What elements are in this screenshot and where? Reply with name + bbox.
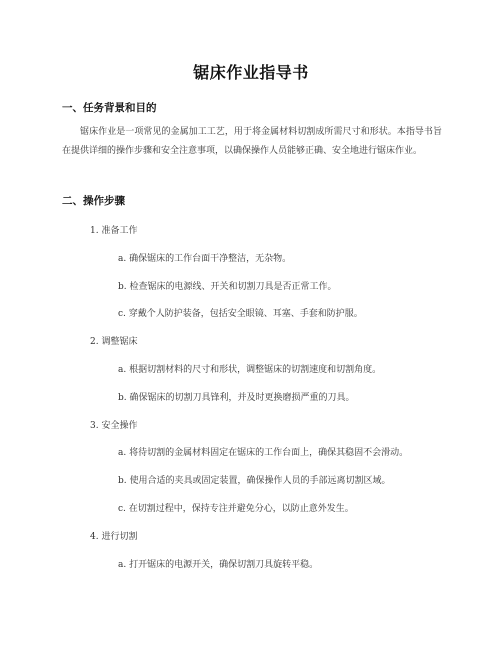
step-item: c. 穿戴个人防护装备，包括安全眼镜、耳塞、手套和防护服。: [118, 309, 363, 319]
section-heading-background: 一、任务背景和目的: [62, 102, 157, 114]
step-item: c. 在切割过程中，保持专注并避免分心，以防止意外发生。: [118, 504, 354, 514]
section-heading-steps: 二、操作步骤: [62, 195, 125, 207]
step-label: 4. 进行切割: [90, 532, 138, 542]
paragraph-text: 锯床作业是一项常见的金属加工工艺，用于将金属材料切割成所需尺寸和形状。本指导书旨在提供详细的操作步骤和安全注意事项，以确保操作人员能够正确、安全地进行锯床作业。: [62, 127, 442, 156]
step-label: 1. 准备工作: [90, 226, 138, 236]
step-label: 2. 调整锯床: [90, 337, 138, 347]
step-item: a. 将待切割的金属材料固定在锯床的工作台面上，确保其稳固不会滑动。: [118, 448, 409, 458]
step-item: b. 检查锯床的电源线、开关和切割刀具是否正常工作。: [118, 282, 337, 292]
step-item: b. 使用合适的夹具或固定装置，确保操作人员的手部远离切割区域。: [118, 476, 391, 486]
step-item: b. 确保锯床的切割刀具锋利，并及时更换磨损严重的刀具。: [118, 393, 355, 403]
step-label: 3. 安全操作: [90, 421, 138, 431]
step-item: a. 确保锯床的工作台面干净整洁，无杂物。: [118, 254, 292, 264]
document-title: 锯床作业指导书: [193, 63, 309, 82]
step-item: a. 打开锯床的电源开关，确保切割刀具旋转平稳。: [118, 560, 319, 570]
step-item: a. 根据切割材料的尺寸和形状，调整锯床的切割速度和切割角度。: [118, 365, 382, 375]
section-paragraph-background: [62, 123, 442, 161]
